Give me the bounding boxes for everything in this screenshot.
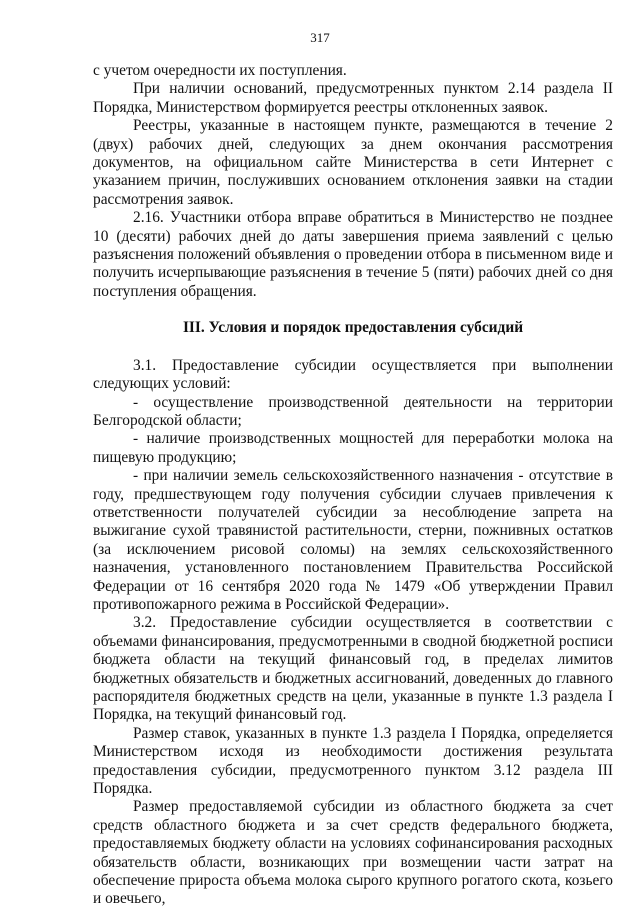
paragraph-3-2: 3.2. Предоставление субсидии осуществляется в соответствии с объемами финансирования, предусмотренными в сводной бюджетной росписи бюджета области на текущий финансовый год, в пределах лимитов бюджетных обязательств и бюджетных ассигнований, доведенных до главного распорядителя бюджетных средств на цели, указанные в пункте 1.3 раздела I Порядка, на текущий финансовый год. xyxy=(93,614,613,724)
document-body xyxy=(93,62,613,909)
paragraph-registries-publication: Реестры, указанные в настоящем пункте, размещаются в течение 2 (двух) рабочих дней, следующих за днем окончания рассмотрения документов, на официальном сайте Министерства в сети Интернет с указанием причин, послуживших основанием отклонения заявки на стадии рассмотрения заявок. xyxy=(93,117,613,208)
section-heading: III. Условия и порядок предоставления субсидий xyxy=(182,319,524,337)
condition-item-land: - при наличии земель сельскохозяйственного назначения - отсутствие в году, предшествующем году получения субсидии случаев привлечения к ответственности получателей субсидии за несоблюдение запрета на выжигание сухой травянистой растительности, стерни, пожнивных остатков (за исключением рисовой соломы) на землях сельскохозяйственного назначения, установленного постановлением Правительства Российской Федерации от 16 сентября 2020 года № 1479 «Об утверждении Правил противопожарного режима в Российской Федерации». xyxy=(93,467,613,613)
paragraph-subsidy-size: Размер предоставляемой субсидии из областного бюджета за счет средств областного бюджета и за счет средств федерального бюджета, предоставляемых бюджету области на условиях софинансирования расходных обязательств области, возникающих при возмещении части затрат на обеспечение прироста объема молока сырого крупного рогатого скота, козьего и овечьего, xyxy=(93,798,613,908)
paragraph-continuation: с учетом очередности их поступления. xyxy=(93,62,347,79)
paragraph-rates: Размер ставок, указанных в пункте 1.3 раздела I Порядка, определяется Министерством исходя из необходимости достижения результата предоставления субсидии, предусмотренного пунктом 3.12 раздела III Порядка. xyxy=(93,724,613,798)
condition-item-activity: - осуществление производственной деятельности на территории Белгородской области; xyxy=(93,393,613,429)
page-number: 317 xyxy=(310,30,330,45)
paragraph-rejected-registries: При наличии оснований, предусмотренных пунктом 2.14 раздела II Порядка, Министерством формируется реестры отклоненных заявок. xyxy=(93,80,613,116)
paragraph-2-16: 2.16. Участники отбора вправе обратиться в Министерство не позднее 10 (десяти) рабочих дней до даты завершения приема заявлений с целью разъяснения положений объявления о проведении отбора в письменном виде и получить исчерпывающие разъяснения в течение 5 (пяти) рабочих дней со дня поступления обращения. xyxy=(93,209,613,300)
condition-item-capacity: - наличие производственных мощностей для переработки молока на пищевую продукцию; xyxy=(93,430,613,466)
paragraph-3-1: 3.1. Предоставление субсидии осуществляется при выполнении следующих условий: xyxy=(93,356,613,393)
